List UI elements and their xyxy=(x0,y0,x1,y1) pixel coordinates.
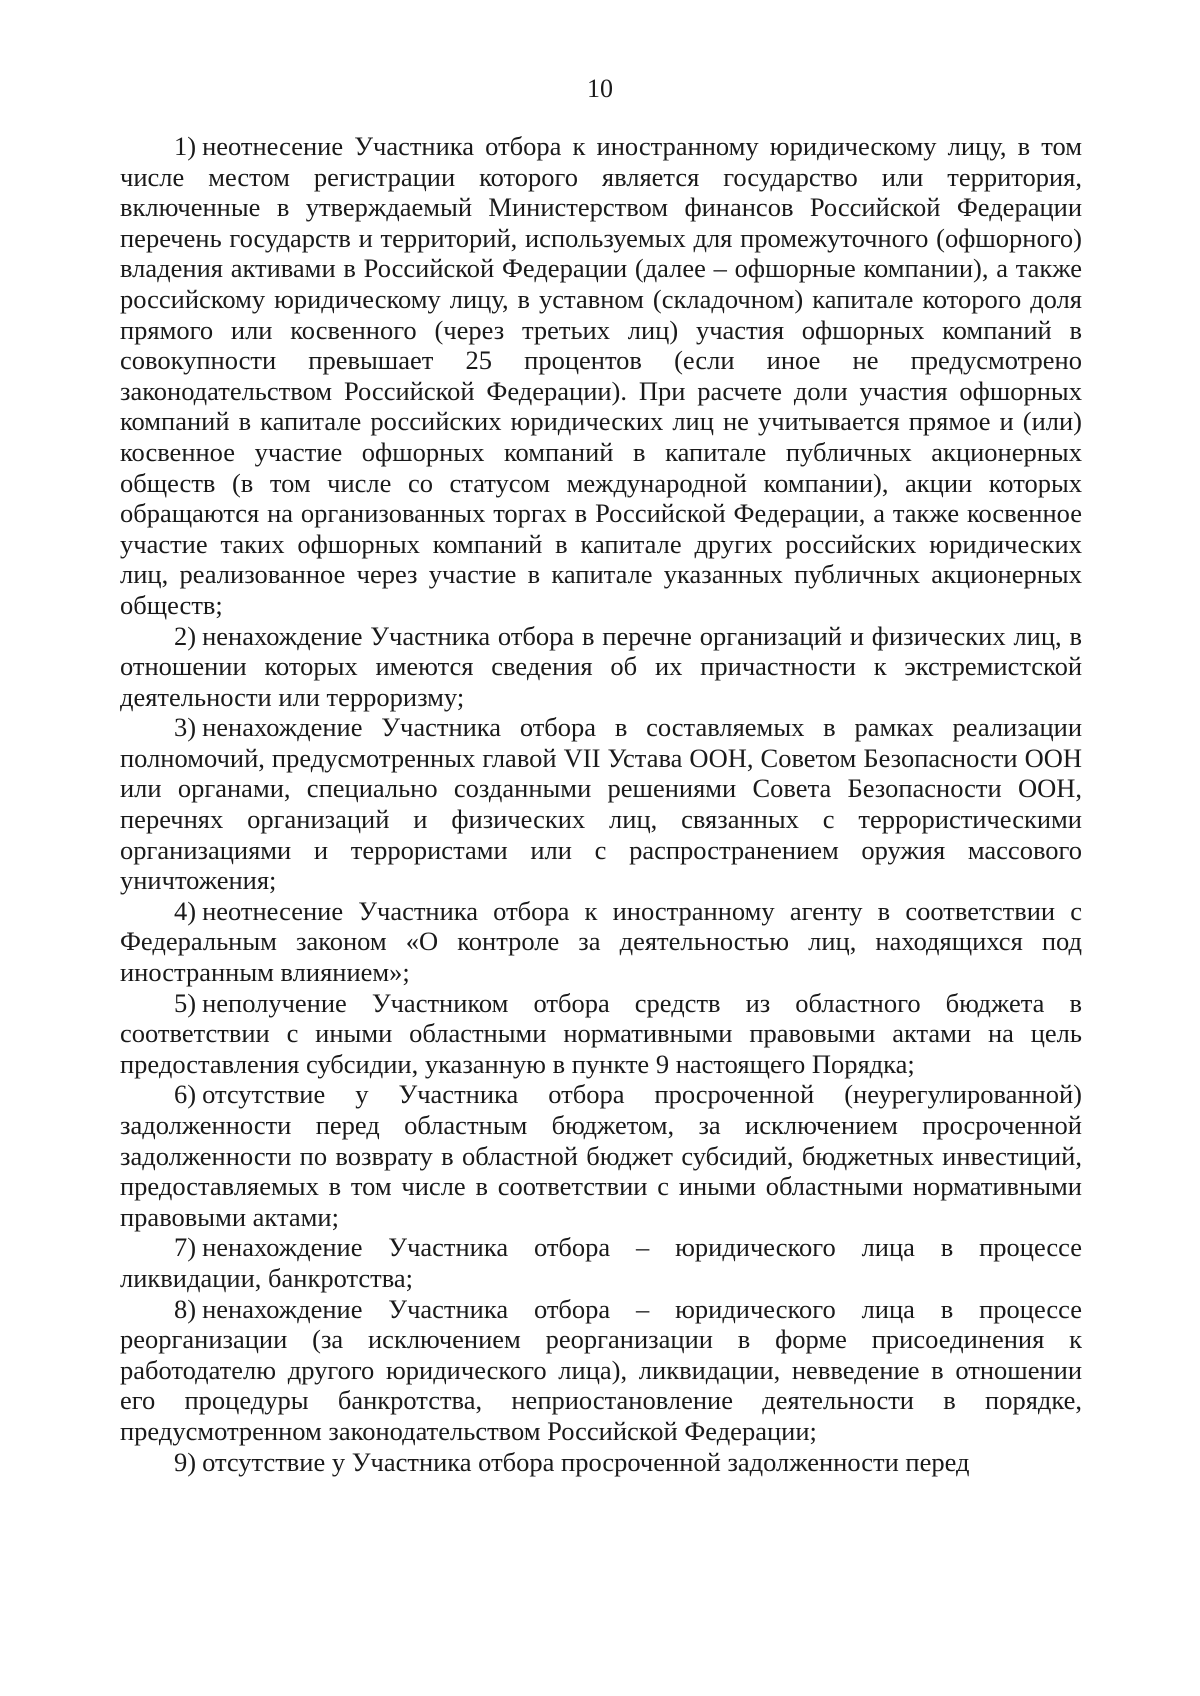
list-item xyxy=(120,1232,1082,1293)
item-text: отсутствие у Участника отбора просроченной (неурегулированной) задолженности перед областным бюджетом, за исключением просроченной задолженности по возврату в областной бюджет субсидий, бюджетных инвестиций, предоставляемых в том числе в соответствии с иными областными нормативными правовыми актами; xyxy=(120,1079,1082,1232)
list-item xyxy=(120,712,1082,896)
item-number: 6) xyxy=(174,1079,197,1110)
item-text: ненахождение Участника отбора – юридического лица в процессе ликвидации, банкротства; xyxy=(120,1232,1082,1293)
document-body xyxy=(120,131,1082,1477)
item-number: 4) xyxy=(174,895,197,926)
item-number: 7) xyxy=(174,1232,197,1263)
item-number: 5) xyxy=(174,987,197,1018)
item-number: 8) xyxy=(174,1293,197,1324)
item-text: ненахождение Участника отбора в перечне организаций и физических лиц, в отношении которых имеются сведения об их причастности к экстремистской деятельности или терроризму; xyxy=(120,620,1082,712)
item-number: 2) xyxy=(174,620,197,651)
list-item xyxy=(120,1079,1082,1232)
item-text: ненахождение Участника отбора – юридического лица в процессе реорганизации (за исключением реорганизации в форме присоединения к работодателю другого юридического лица), ликвидации, невведение в отношении его процедуры банкротства, неприостановление деятельности в порядке, предусмотренном законодательством Российской Федерации; xyxy=(120,1293,1082,1446)
item-text: отсутствие у Участника отбора просроченной задолженности перед xyxy=(202,1446,970,1477)
item-number: 1) xyxy=(174,131,197,161)
list-item xyxy=(120,1447,1082,1478)
list-item xyxy=(120,1294,1082,1447)
item-text: ненахождение Участника отбора в составляемых в рамках реализации полномочий, предусмотренных главой VII Устава ООН, Советом Безопасности ООН или органами, специально созданными решениями Совета Безопасности ООН, перечнях организаций и физических лиц, связанных с террористическими организациями и террористами или с распространением оружия массового уничтожения; xyxy=(120,712,1082,896)
item-text: неполучение Участником отбора средств из областного бюджета в соответствии с иными областными нормативными правовыми актами на цель предоставления субсидии, указанную в пункте 9 настоящего Порядка; xyxy=(120,987,1082,1079)
list-item xyxy=(120,621,1082,713)
item-number: 9) xyxy=(174,1446,197,1477)
item-text: неотнесение Участника отбора к иностранному агенту в соответствии с Федеральным законом «О контроле за деятельностью лиц, находящихся под иностранным влиянием»; xyxy=(120,895,1082,988)
list-item xyxy=(120,988,1082,1080)
list-item xyxy=(120,896,1082,988)
page-number: 10 xyxy=(587,74,613,103)
item-text: неотнесение Участника отбора к иностранному юридическому лицу, в том числе местом регистрации которого является государство или территория, включенные в утверждаемый Министерством финансов Российской Федерации перечень государств и территорий, используемых для промежуточного (офшорного) владения активами в Российской Федерации (далее – офшорные компании), а также российскому юридическому лицу, в уставном (складочном) капитале которого доля прямого или косвенного (через третьих лиц) участия офшорных компаний в совокупности превышает 25 процентов (если иное не предусмотрено законодательством Российской Федерации). При расчете доли участия офшорных компаний в капитале российских юридических лиц не учитывается прямое и (или) косвенное участие офшорных компаний в капитале публичных акционерных обществ (в том числе со статусом международной компании), акции которых обращаются на организованных торгах в Российской Федерации, а также косвенное участие таких офшорных компаний в капитале других российских юридических лиц, реализованное через участие в капитале указанных публичных акционерных обществ; xyxy=(120,131,1082,620)
item-number: 3) xyxy=(174,712,197,743)
list-item xyxy=(120,131,1082,621)
